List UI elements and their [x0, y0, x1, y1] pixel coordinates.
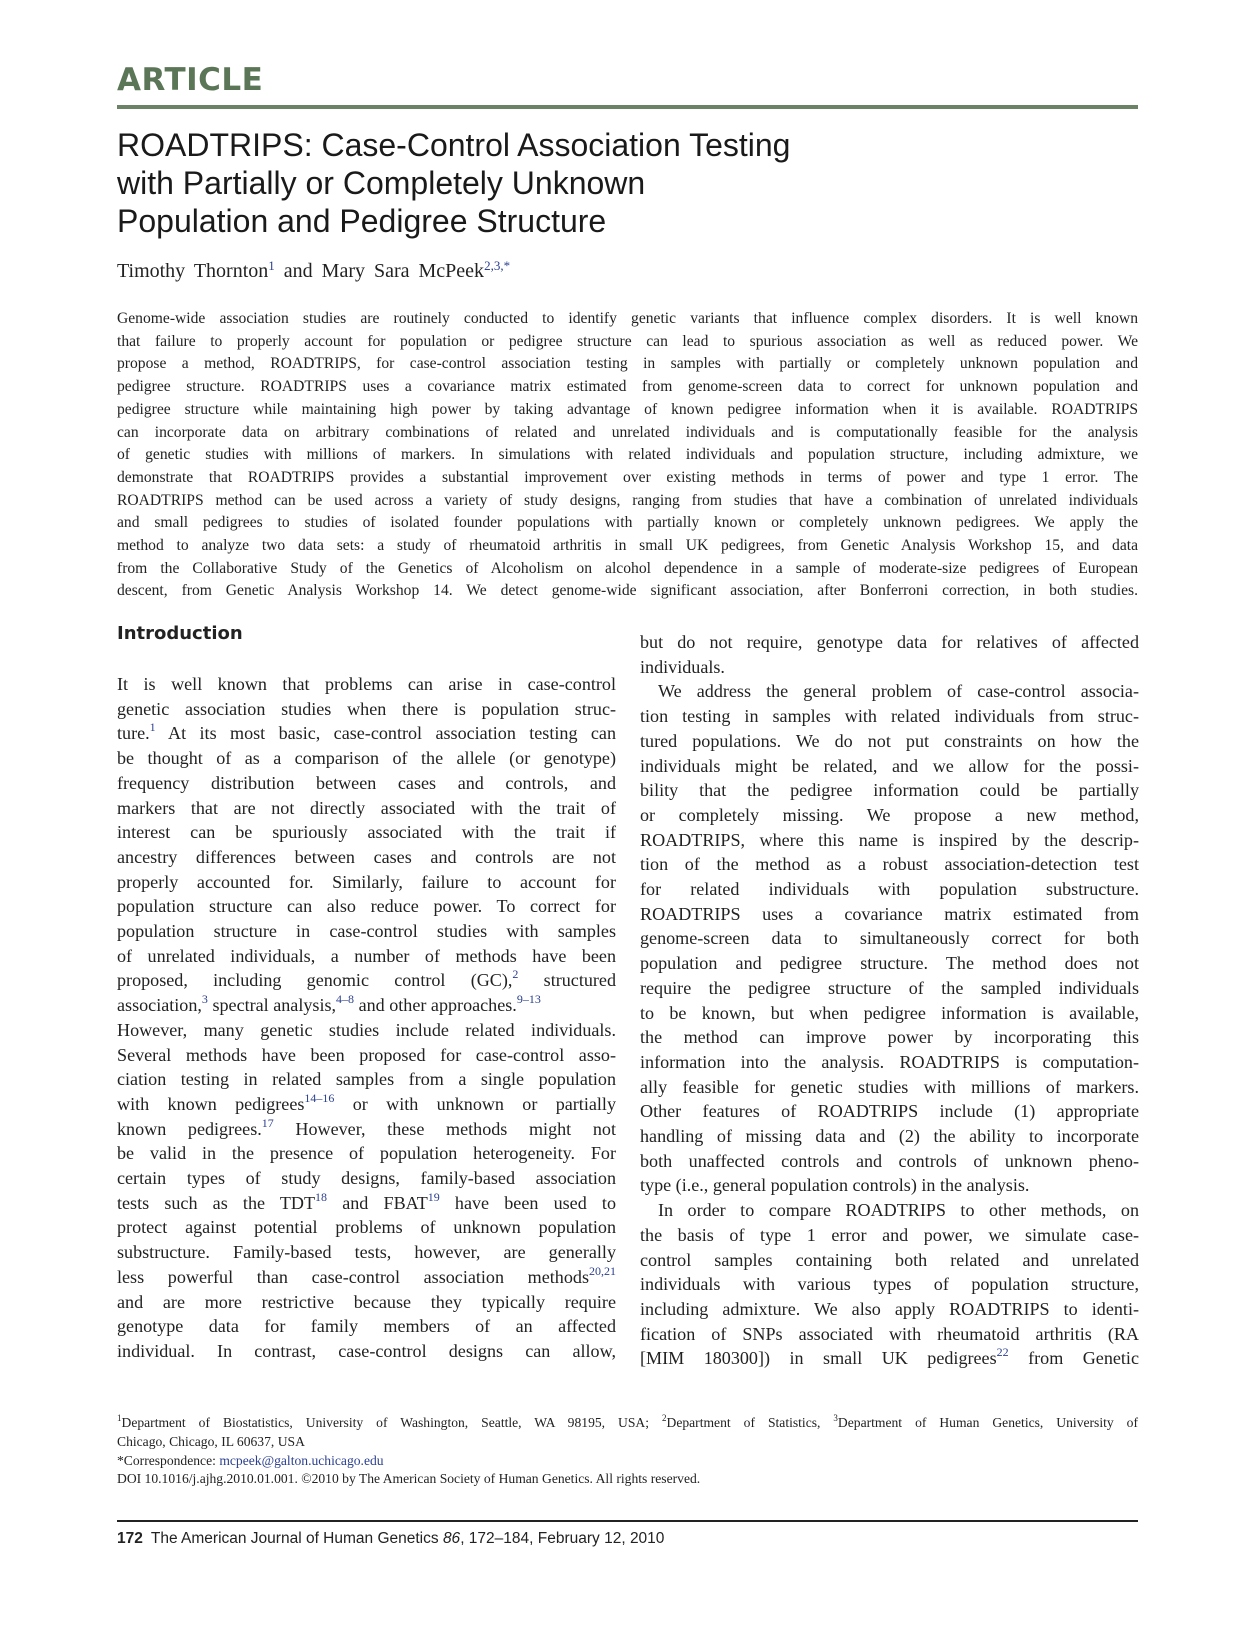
- title-line: ROADTRIPS: Case-Control Association Testing: [117, 127, 791, 163]
- body-line: genotype data for family members of an affected: [117, 1316, 616, 1337]
- body-line: control samples containing both related and unrelated: [640, 1249, 1139, 1270]
- abstract: [117, 308, 1138, 603]
- abstract-line: method to analyze two data sets: a study of rheumatoid arthritis in small UK pedigrees, from Genetic Analysis Workshop 15, and data: [117, 537, 1138, 555]
- body-line: [117, 1191, 616, 1216]
- body-line: genome-screen data to simultaneously correct for both: [640, 928, 1139, 949]
- abstract-line: from the Collaborative Study of the Genetics of Alcoholism on alcohol dependence in a sample of moderate-size pedigrees of European: [117, 559, 1138, 577]
- abstract-line: and small pedigrees to studies of isolated founder populations with partially known or completely unknown pedigrees. We apply the: [117, 514, 1138, 532]
- correspondence-label: *Correspondence:: [117, 1452, 220, 1468]
- affiliation-text: Department of Human Genetics, University of: [837, 1415, 1138, 1430]
- affiliation-text: Department of Statistics,: [666, 1415, 834, 1430]
- author-name: Timothy Thornton: [117, 260, 269, 282]
- article-title: [117, 126, 877, 240]
- author-list: [117, 258, 510, 283]
- author-conjunction: and: [283, 260, 313, 282]
- journal-volume: 86: [442, 1530, 461, 1547]
- affiliation-number: 3: [833, 1413, 838, 1423]
- body-text: less powerful than case-control association methods: [117, 1266, 589, 1287]
- body-line: information into the analysis. ROADTRIPS is computation-: [640, 1051, 1139, 1072]
- body-line: ally feasible for genetic studies with millions of markers.: [640, 1076, 1139, 1097]
- body-line: certain types of study designs, family-based association: [117, 1168, 616, 1189]
- body-line: type (i.e., general population controls) in the analysis.: [640, 1175, 1030, 1196]
- body-line: markers that are not directly associated with the trait of: [117, 797, 616, 818]
- body-text: and other approaches.: [354, 995, 517, 1016]
- correspondence-line: [117, 1452, 1138, 1471]
- body-line: [117, 721, 616, 746]
- body-line: In order to compare ROADTRIPS to other methods, on: [658, 1200, 1139, 1221]
- affiliation-text: Department of Biostatistics, University of Washington, Seattle, WA 98195, USA;: [121, 1415, 662, 1430]
- body-line: require the pedigree structure of the sampled individuals: [640, 977, 1139, 998]
- body-text: ture.: [117, 723, 150, 744]
- abstract-line: propose a method, ROADTRIPS, for case-control association testing in samples with partially or completely unknown population and: [117, 355, 1138, 373]
- body-line: ancestry differences between cases and controls are not: [117, 846, 616, 867]
- body-line: tion of the method as a robust association-detection test: [640, 854, 1139, 875]
- section-heading: Introduction: [117, 623, 243, 644]
- affiliation-marker[interactable]: 2,3,*: [484, 258, 511, 273]
- body-text: tests such as the TDT: [117, 1192, 316, 1213]
- body-line: tured populations. We do not put constraints on how the: [640, 730, 1139, 751]
- body-text: association,: [117, 995, 202, 1016]
- abstract-line: that failure to properly account for population or pedigree structure can lead to spurious association as well as reduced power. We: [117, 332, 1138, 350]
- body-line: interest can be spuriously associated with the trait if: [117, 822, 616, 843]
- citation-link[interactable]: 17: [261, 1115, 274, 1130]
- body-text: or with unknown or partially: [334, 1093, 616, 1114]
- journal-pages-date: , 172–184, February 12, 2010: [460, 1530, 665, 1547]
- journal-name: The American Journal of Human Genetics: [150, 1530, 443, 1547]
- affiliation-marker[interactable]: 1: [268, 258, 275, 273]
- body-text: spectral analysis,: [207, 995, 337, 1016]
- body-line: be valid in the presence of population heterogeneity. For: [117, 1143, 616, 1164]
- body-line: individuals with various types of population structure,: [640, 1274, 1139, 1295]
- abstract-line: can incorporate data on arbitrary combinations of related and unrelated individuals and is computationally feasible for the analysis: [117, 423, 1138, 441]
- body-line: both unaffected controls and controls of unknown pheno-: [640, 1150, 1139, 1171]
- body-line: [117, 968, 616, 993]
- body-line: However, many genetic studies include related individuals.: [117, 1019, 616, 1040]
- title-line: Population and Pedigree Structure: [117, 203, 607, 239]
- citation-link[interactable]: 9–13: [516, 992, 541, 1007]
- footnotes: [117, 1409, 1138, 1489]
- body-line: population structure can also reduce power. To correct for: [117, 896, 616, 917]
- body-text: with known pedigrees: [117, 1093, 305, 1114]
- citation-link[interactable]: 20,21: [589, 1263, 616, 1278]
- body-line: ROADTRIPS uses a covariance matrix estimated from: [640, 903, 1139, 924]
- citation-link[interactable]: 14–16: [304, 1090, 335, 1105]
- body-line: It is well known that problems can arise in case-control: [117, 674, 616, 694]
- citation-link[interactable]: 19: [427, 1189, 440, 1204]
- abstract-line: ROADTRIPS method can be used across a variety of study designs, ranging from studies that have a combination of unrelated individuals: [117, 491, 1138, 509]
- body-text: and FBAT: [327, 1192, 428, 1213]
- abstract-line: pedigree structure while maintaining high power by taking advantage of known pedigree information when it is available. ROADTRIPS: [117, 400, 1138, 418]
- body-line: but do not require, genotype data for relatives of affected: [640, 632, 1139, 652]
- body-line: genetic association studies when there is population struc-: [117, 698, 616, 719]
- page-footer: [117, 1530, 664, 1548]
- abstract-line: Genome-wide association studies are routinely conducted to identify genetic variants that influence complex disorders. It is well known: [117, 310, 1138, 327]
- body-line: or completely missing. We propose a new method,: [640, 804, 1139, 825]
- citation-link[interactable]: 2: [512, 967, 519, 982]
- body-line: the method can improve power by incorporating this: [640, 1027, 1139, 1048]
- body-line: We address the general problem of case-control associa-: [658, 681, 1139, 702]
- body-column-left: [117, 623, 617, 1364]
- body-line: Other features of ROADTRIPS include (1) appropriate: [640, 1101, 1139, 1122]
- body-line: ciation testing in related samples from a single population: [117, 1069, 616, 1090]
- affiliation-line: [117, 1409, 1138, 1433]
- body-line: population and pedigree structure. The method does not: [640, 953, 1139, 974]
- body-text: proposed, including genomic control (GC),: [117, 970, 513, 991]
- abstract-line: pedigree structure. ROADTRIPS uses a covariance matrix estimated from genome-screen data to correct for unknown population and: [117, 378, 1138, 396]
- citation-link[interactable]: 18: [315, 1189, 328, 1204]
- abstract-line: of genetic studies with millions of markers. In simulations with related individuals and population structure, including admixture, we: [117, 446, 1138, 464]
- body-line: substructure. Family-based tests, however, are generally: [117, 1242, 616, 1263]
- affiliation-number: 2: [662, 1413, 667, 1423]
- citation-link[interactable]: 4–8: [336, 992, 355, 1007]
- body-line: for related individuals with population substructure.: [640, 879, 1139, 900]
- affiliation-number: 1: [117, 1413, 122, 1423]
- body-text: known pedigrees.: [117, 1118, 262, 1139]
- affiliation-line: Chicago, Chicago, IL 60637, USA: [117, 1433, 305, 1449]
- body-line: properly accounted for. Similarly, failure to account for: [117, 871, 616, 892]
- article-type-label: ARTICLE: [117, 62, 264, 98]
- citation-link[interactable]: 3: [201, 992, 208, 1007]
- body-text: However, these methods might not: [273, 1118, 616, 1139]
- body-line: individuals might be related, and we allow for the possi-: [640, 755, 1139, 776]
- body-line: of unrelated individuals, a number of methods have been: [117, 945, 616, 966]
- body-line: [117, 1117, 616, 1142]
- page-number: 172: [117, 1530, 143, 1547]
- body-line: [117, 1092, 616, 1117]
- body-line: individual. In contrast, case-control designs can allow,: [117, 1340, 616, 1361]
- body-line: fication of SNPs associated with rheumatoid arthritis (RA: [640, 1323, 1139, 1344]
- body-line: [117, 1265, 616, 1290]
- abstract-line: descent, from Genetic Analysis Workshop 14. We detect genome-wide significant association, after Bonferroni correction, in both studies.: [117, 582, 1138, 600]
- body-line: handling of missing data and (2) the ability to incorporate: [640, 1126, 1139, 1147]
- body-line: [640, 1346, 1139, 1371]
- body-column-right: [640, 630, 1139, 1371]
- body-line: and are more restrictive because they typically require: [117, 1291, 616, 1312]
- body-line: bility that the pedigree information could be partially: [640, 780, 1139, 801]
- correspondence-email-link[interactable]: mcpeek@galton.uchicago.edu: [219, 1452, 384, 1468]
- footer-divider: [117, 1520, 1138, 1522]
- body-line: be thought of as a comparison of the allele (or genotype): [117, 748, 616, 769]
- body-line: the basis of type 1 error and power, we simulate case-: [640, 1224, 1139, 1245]
- citation-link[interactable]: 22: [996, 1345, 1009, 1360]
- body-text: from Genetic: [1008, 1348, 1139, 1369]
- body-line: tion testing in samples with related individuals from struc-: [640, 706, 1139, 727]
- body-line: frequency distribution between cases and controls, and: [117, 772, 616, 793]
- body-text: At its most basic, case-control association testing can: [155, 723, 616, 744]
- body-line: ROADTRIPS, where this name is inspired by the descrip-: [640, 829, 1139, 850]
- citation-link[interactable]: 1: [149, 720, 156, 735]
- body-text: have been used to: [439, 1192, 616, 1213]
- body-line: protect against potential problems of unknown population: [117, 1217, 616, 1238]
- author-name: Mary Sara McPeek: [321, 260, 485, 282]
- body-text: structured: [518, 970, 617, 991]
- body-line: to be known, but when pedigree information is available,: [640, 1002, 1139, 1023]
- body-line: [117, 993, 616, 1018]
- body-line: population structure in case-control studies with samples: [117, 921, 616, 942]
- title-line: with Partially or Completely Unknown: [117, 165, 646, 201]
- abstract-line: demonstrate that ROADTRIPS provides a substantial improvement over existing methods in terms of power and type 1 error. The: [117, 468, 1138, 486]
- doi-line: DOI 10.1016/j.ajhg.2010.01.001. ©2010 by The American Society of Human Genetics. All rights reserved.: [117, 1471, 701, 1487]
- body-line: including admixture. We also apply ROADTRIPS to identi-: [640, 1298, 1139, 1319]
- body-line: Several methods have been proposed for case-control asso-: [117, 1044, 616, 1065]
- body-line: individuals.: [640, 656, 725, 677]
- header-divider: [117, 105, 1138, 109]
- body-text: [MIM 180300]) in small UK pedigrees: [640, 1348, 997, 1369]
